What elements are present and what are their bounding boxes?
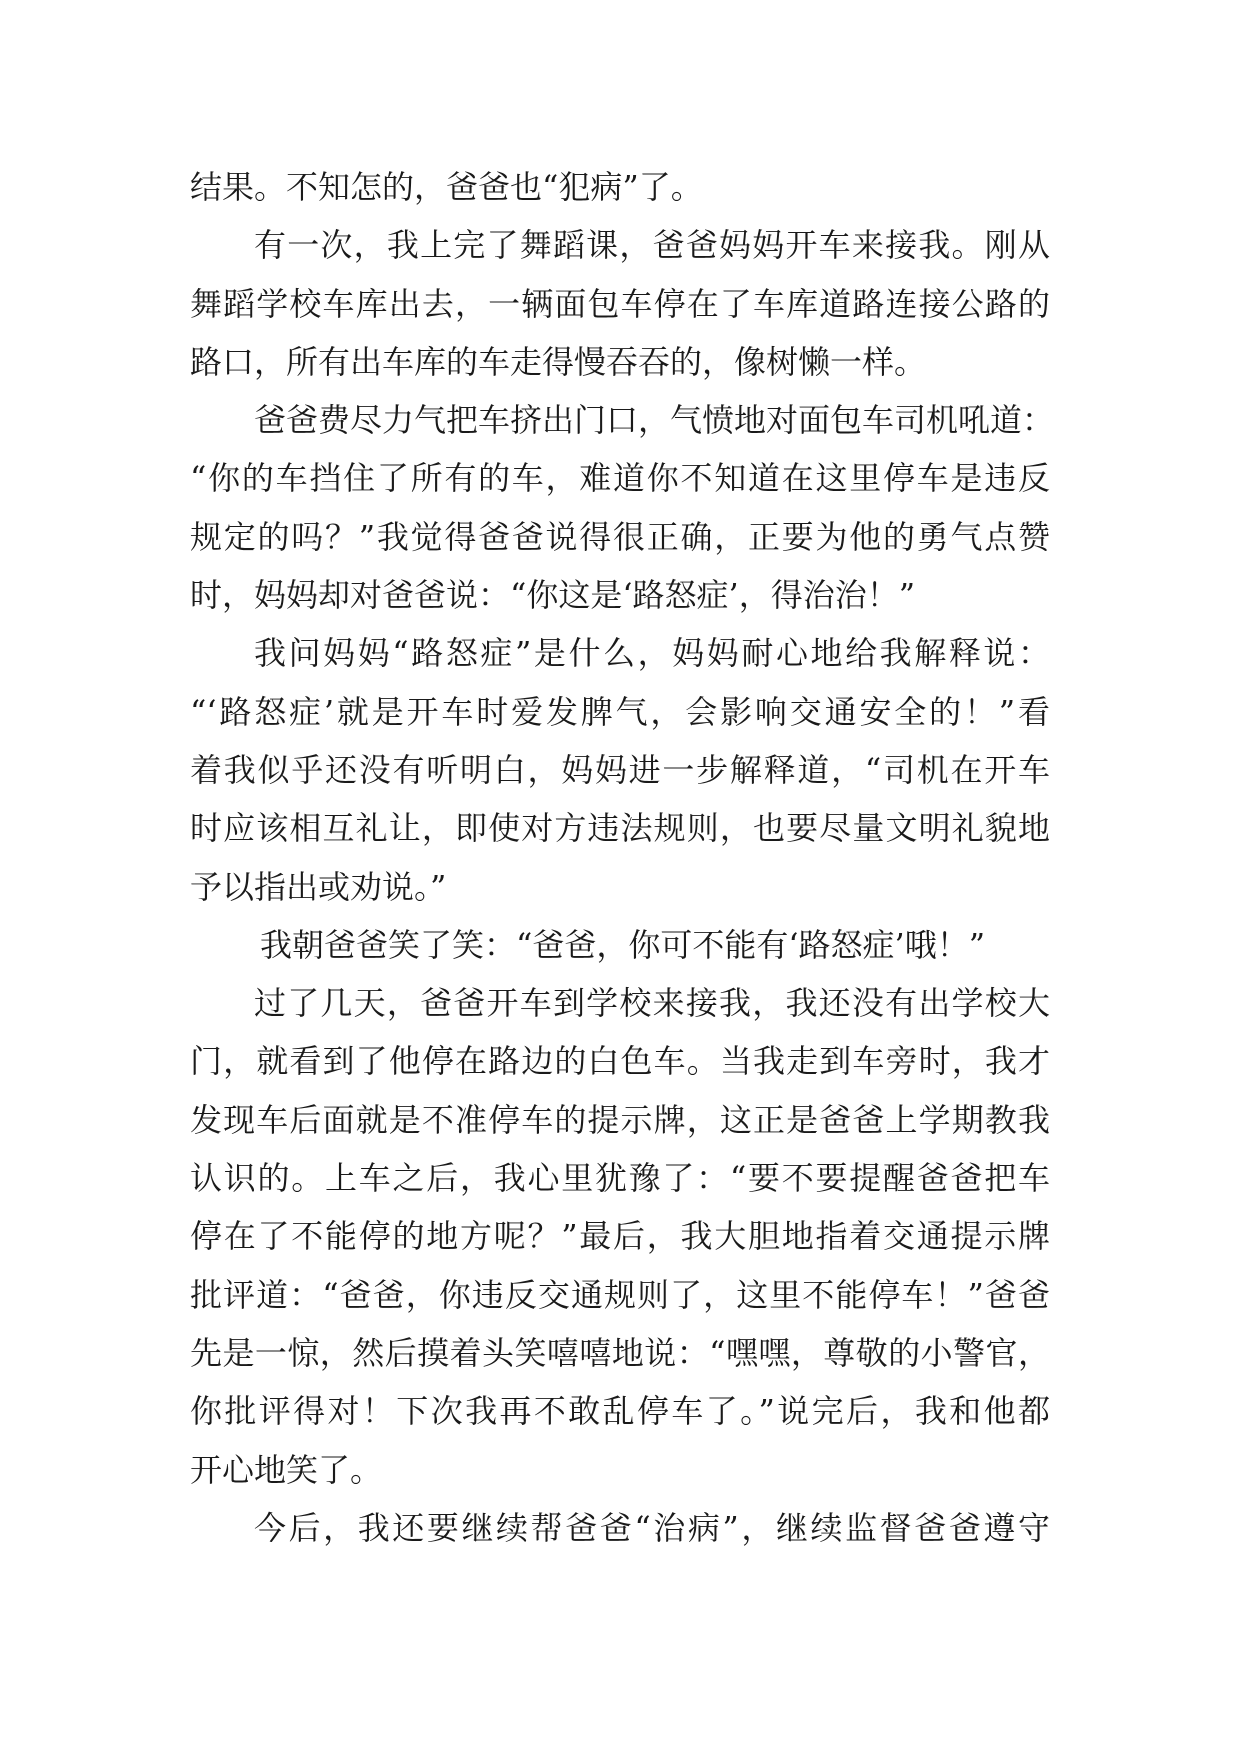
- text-line: 着我似乎还没有听明白，妈妈进一步解释道，“司机在开车: [190, 750, 1050, 789]
- text-line: 开心地笑了。: [190, 1450, 383, 1489]
- text-line: 予以指出或劝说。”: [190, 867, 447, 906]
- text-line: 先是一惊，然后摸着头笑嘻嘻地说：“嘿嘿，尊敬的小警官，: [190, 1333, 1050, 1372]
- text-line: 路口，所有出车库的车走得慢吞吞的，像树懒一样。: [190, 342, 927, 381]
- text-line: 你批评得对！下次我再不敢乱停车了。”说完后，我和他都: [190, 1392, 1050, 1431]
- text-line: 发现车后面就是不准停车的提示牌，这正是爸爸上学期教我: [190, 1100, 1050, 1139]
- text-line: 时，妈妈却对爸爸说：“你这是‘路怒症’，得治治！”: [190, 576, 916, 615]
- text-line: 爸爸费尽力气把车挤出门口，气愤地对面包车司机吼道：: [254, 401, 1055, 440]
- text-line: 门，就看到了他停在路边的白色车。当我走到车旁时，我才: [190, 1042, 1050, 1081]
- text-line: 过了几天，爸爸开车到学校来接我，我还没有出学校大: [254, 984, 1050, 1023]
- text-line: 认识的。上车之后，我心里犹豫了：“要不要提醒爸爸把车: [190, 1159, 1050, 1198]
- text-line: 停在了不能停的地方呢？”最后，我大胆地指着交通提示牌: [190, 1217, 1050, 1256]
- text-line: 我问妈妈“路怒症”是什么，妈妈耐心地给我解释说：: [254, 634, 1050, 673]
- text-line: 规定的吗？”我觉得爸爸说得很正确，正要为他的勇气点赞: [190, 517, 1050, 556]
- document-body-text: [190, 158, 1055, 1557]
- text-line: 结果。不知怎的，爸爸也“犯病”了。: [190, 168, 703, 206]
- text-line: 今后，我还要继续帮爸爸“治病”，继续监督爸爸遵守: [254, 1508, 1050, 1547]
- text-line: 舞蹈学校车库出去，一辆面包车停在了车库道路连接公路的: [190, 284, 1050, 323]
- text-line: 我朝爸爸笑了笑：“爸爸，你可不能有‘路怒症’哦！”: [260, 925, 986, 964]
- text-line: 批评道：“爸爸，你违反交通规则了，这里不能停车！”爸爸: [190, 1275, 1050, 1314]
- text-line: “‘路怒症’就是开车时爱发脾气，会影响交通安全的！”看: [190, 692, 1050, 731]
- text-line: 有一次，我上完了舞蹈课，爸爸妈妈开车来接我。刚从: [254, 226, 1050, 265]
- text-line: 时应该相互礼让，即使对方违法规则，也要尽量文明礼貌地: [190, 809, 1050, 848]
- text-line: “你的车挡住了所有的车，难道你不知道在这里停车是违反: [190, 459, 1050, 498]
